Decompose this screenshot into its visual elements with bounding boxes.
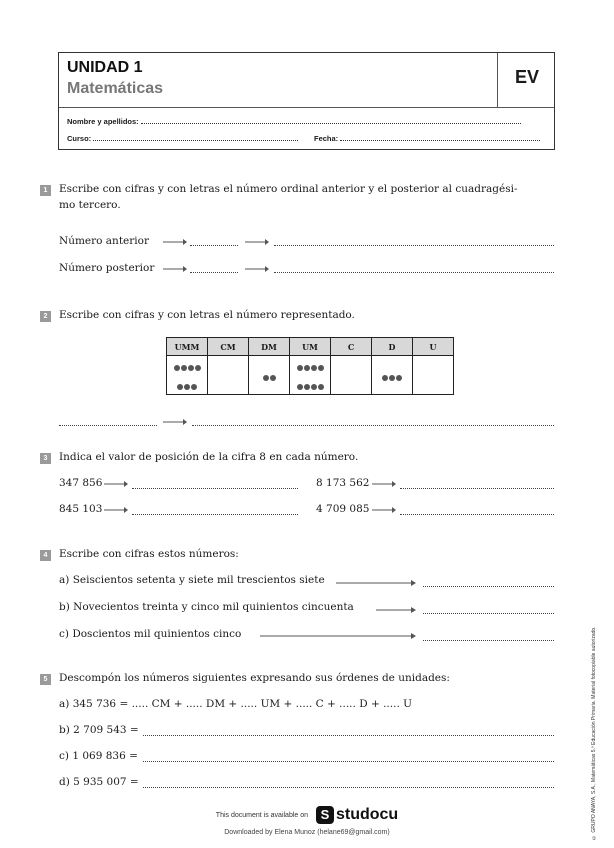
name-label: Nombre y apellidos: <box>67 117 139 126</box>
bead-cell <box>372 356 413 395</box>
subject-title: Matemáticas <box>67 80 164 97</box>
q3-item: 347 856 <box>59 477 103 489</box>
bead-cell <box>290 356 331 395</box>
q3-answer-blank[interactable] <box>132 513 298 515</box>
course-label: Curso: <box>67 134 92 143</box>
column-header: C <box>331 338 372 356</box>
q3-answer-blank[interactable] <box>132 487 298 489</box>
question-1-text-line1: Escribe con cifras y con letras el número ordinal anterior y el posterior al cuadragési- <box>59 183 518 195</box>
bead <box>188 365 194 371</box>
q5-item-c: c) 1 069 836 = <box>59 750 138 762</box>
bead <box>270 375 276 381</box>
q2-words-blank[interactable] <box>192 424 554 426</box>
footer-downloaded: Downloaded by Elena Munoz (helane69@gmail.com) <box>224 829 390 836</box>
q3-answer-blank[interactable] <box>400 513 554 515</box>
bead <box>297 384 303 390</box>
arrow-icon <box>104 480 128 488</box>
arrow-icon <box>245 265 269 273</box>
bead-cell <box>331 356 372 395</box>
column-header: DM <box>249 338 290 356</box>
question-4-text: Escribe con cifras estos números: <box>59 548 239 560</box>
name-blank[interactable] <box>141 122 521 124</box>
q3-item: 4 709 085 <box>316 503 370 515</box>
place-value-table <box>166 337 454 395</box>
column-header: D <box>372 338 413 356</box>
copyright-note: © GRUPO ANAYA, S.A., Matemáticas 5.º Educación Primaria. Material fotocopiable autorizado. <box>591 626 597 840</box>
arrow-icon <box>372 506 396 514</box>
q1-row1-number-blank[interactable] <box>190 244 238 246</box>
bead <box>311 384 317 390</box>
q2-number-blank[interactable] <box>59 424 157 426</box>
bead <box>318 384 324 390</box>
bead <box>177 384 183 390</box>
evaluation-code: EV <box>514 67 539 87</box>
column-header: UM <box>290 338 331 356</box>
arrow-icon <box>376 606 416 614</box>
footer-availability <box>0 806 614 824</box>
q1-row2-words-blank[interactable] <box>274 271 554 273</box>
column-header: CM <box>208 338 249 356</box>
bead <box>396 375 402 381</box>
question-2-number: 2 <box>40 311 51 322</box>
studocu-logo[interactable] <box>316 806 398 824</box>
bead-cell <box>208 356 249 395</box>
bead <box>263 375 269 381</box>
bead-row <box>167 356 454 395</box>
date-field <box>314 134 549 143</box>
bead <box>191 384 197 390</box>
q5-item-a: a) 345 736 = ..... CM + ..... DM + ..... UM + ..... C + ..... D + ..... U <box>59 698 412 710</box>
q3-item: 845 103 <box>59 503 103 515</box>
arrow-icon <box>336 579 416 587</box>
q4-answer-blank[interactable] <box>423 639 554 641</box>
arrow-icon <box>163 265 187 273</box>
header-box <box>58 52 555 150</box>
bead <box>304 384 310 390</box>
bead-cell <box>167 356 208 395</box>
bead <box>181 365 187 371</box>
arrow-icon <box>104 506 128 514</box>
question-5-number: 5 <box>40 674 51 685</box>
bead <box>195 365 201 371</box>
q4-answer-blank[interactable] <box>423 585 554 587</box>
unit-title: UNIDAD 1 <box>67 59 143 76</box>
name-field <box>67 117 547 126</box>
q5-item-d: d) 5 935 007 = <box>59 776 139 788</box>
question-3-text: Indica el valor de posición de la cifra 8 en cada número. <box>59 451 359 463</box>
q1-row2-number-blank[interactable] <box>190 271 238 273</box>
bead <box>382 375 388 381</box>
q1-row1-label: Número anterior <box>59 235 149 247</box>
q5-item-b: b) 2 709 543 = <box>59 724 139 736</box>
course-field <box>67 134 317 143</box>
arrow-icon <box>245 238 269 246</box>
q1-row2-label: Número posterior <box>59 262 155 274</box>
column-header: UMM <box>167 338 208 356</box>
studocu-brand: studocu <box>335 806 399 823</box>
arrow-icon <box>260 632 416 640</box>
question-5-text: Descompón los números siguientes expresando sus órdenes de unidades: <box>59 672 450 684</box>
arrow-icon <box>163 238 187 246</box>
q5-answer-blank[interactable] <box>143 760 554 762</box>
q5-answer-blank[interactable] <box>143 786 554 788</box>
bead <box>318 365 324 371</box>
question-1-number: 1 <box>40 185 51 196</box>
availability-text: This document is available on <box>215 811 309 819</box>
bead <box>304 365 310 371</box>
bead <box>389 375 395 381</box>
question-2-text: Escribe con cifras y con letras el número representado. <box>59 309 355 321</box>
q4-answer-blank[interactable] <box>423 612 554 614</box>
bead-cell <box>249 356 290 395</box>
bead <box>174 365 180 371</box>
date-blank[interactable] <box>340 139 540 141</box>
bead <box>297 365 303 371</box>
q4-item: c) Doscientos mil quinientos cinco <box>59 628 242 640</box>
column-header: U <box>413 338 454 356</box>
bead <box>184 384 190 390</box>
studocu-logo-icon: S <box>316 806 334 824</box>
question-4-number: 4 <box>40 550 51 561</box>
question-3-number: 3 <box>40 453 51 464</box>
q1-row1-words-blank[interactable] <box>274 244 554 246</box>
q3-answer-blank[interactable] <box>400 487 554 489</box>
header-divider <box>59 107 554 108</box>
q4-item: a) Seiscientos setenta y siete mil trescientos siete <box>59 574 325 586</box>
bead <box>311 365 317 371</box>
q4-item: b) Novecientos treinta y cinco mil quinientos cincuenta <box>59 601 354 613</box>
q5-answer-blank[interactable] <box>143 734 554 736</box>
q3-item: 8 173 562 <box>316 477 370 489</box>
question-1-text-line2: mo tercero. <box>59 199 121 211</box>
bead-cell <box>413 356 454 395</box>
header-vertical-divider <box>497 53 498 107</box>
course-blank[interactable] <box>93 139 298 141</box>
arrow-icon <box>372 480 396 488</box>
date-label: Fecha: <box>314 134 339 143</box>
arrow-icon <box>163 418 187 426</box>
